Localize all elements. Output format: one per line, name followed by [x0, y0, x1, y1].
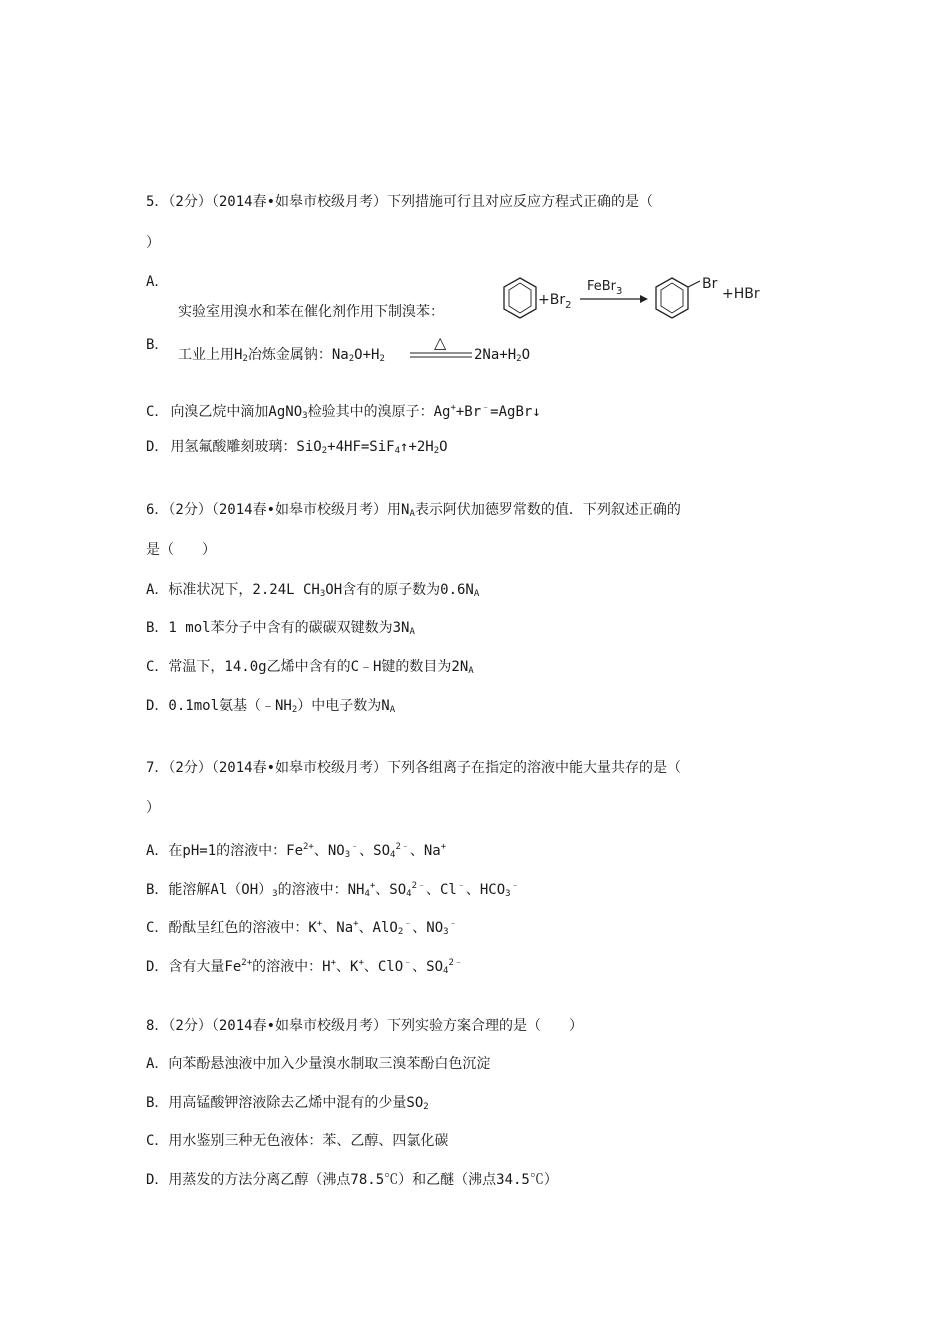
q6-option-a: A．标准状况下，2.24L $CH_3OH$含有的原子数为$0.6N_A$: [146, 582, 480, 599]
q5-a-br: Br: [702, 276, 718, 292]
q7-option-b: B．能溶解$Al(OH)_3$的溶液中：$NH_4^+$、$SO_4^{2﹣}$、Cl﹣、$HCO_3^﹣$: [146, 881, 520, 899]
q8-option-a: A．向苯酚悬浊液中加入少量溴水制取三溴苯酚白色沉淀: [146, 1056, 491, 1072]
q5-stem-line1: 5．（2分）（2014春•如皋市校级月考）下列措施可行且对应反应方程式正确的是（: [146, 194, 653, 210]
q5-option-a-equation: [490, 268, 790, 328]
q5-option-a-label: A．: [146, 274, 169, 290]
q5-a-hbr: +HBr: [722, 286, 760, 302]
svg-text:△: △: [434, 333, 447, 352]
q5-option-b-label: B．: [146, 337, 169, 353]
q5-a-br2-sub: 2: [565, 300, 572, 311]
q8-stem: 8．（2分）（2014春•如皋市校级月考）下列实验方案合理的是（ ）: [146, 1018, 583, 1034]
q5-option-b-text: 工业上用$H_2$冶炼金属钠：$Na_2O+H_2$: [178, 347, 385, 364]
q8-option-b: B．用高锰酸钾溶液除去乙烯中混有的少量$SO_2$: [146, 1095, 429, 1112]
q5-a-br2: +Br: [538, 292, 566, 308]
q7-option-d: D．含有大量$Fe^{2+}$的溶液中：H+、K+、ClO﹣、$SO_4^{2﹣}$: [146, 958, 463, 976]
q7-stem-line2: ）: [146, 800, 160, 816]
q8-option-c: C．用水鉴别三种无色液体：苯、乙醇、四氯化碳: [146, 1133, 449, 1149]
q8-option-d: D．用蒸发的方法分离乙醇（沸点78.5℃）和乙醚（沸点34.5℃）: [146, 1172, 558, 1188]
q5-option-a-text: 实验室用溴水和苯在催化剂作用下制溴苯：: [178, 304, 444, 320]
q7-option-c: C．酚酞呈红色的溶液中：K+、Na+、AlO$_2$﹣、$NO_3^﹣$: [146, 919, 458, 937]
svg-text:FeBr3: [587, 279, 622, 297]
q7-option-a: A．在pH=1的溶液中：$Fe^{2+}$、$NO_3^﹣$、$SO_4^{2﹣}$、Na+: [146, 842, 447, 860]
q5-option-b-condition: [410, 330, 474, 364]
q5-a-catalyst: FeBr: [587, 279, 617, 294]
q6-option-d: D．0.1mol氨基$(﹣NH_2)$中电子数为$N_A$: [146, 698, 396, 715]
q6-stem-line1: 6．（2分）（2014春•如皋市校级月考）用$N_A$表示阿伏加德罗常数的值．下列叙述正确的: [146, 502, 681, 519]
q5-option-c: C． 向溴乙烷中滴加AgNO$_3$检验其中的溴原子：Ag++Br﹣=AgBr↓: [146, 403, 541, 421]
svg-text:+Br2: [538, 292, 571, 311]
q6-option-c: C．常温下，14.0g乙烯中含有的C﹣H键的数目为$2N_A$: [146, 659, 474, 676]
q5-option-b-products: $2Na+H_2O$: [474, 347, 531, 364]
q5-a-catalyst-sub: 3: [616, 286, 623, 297]
q5-stem-line2: ）: [146, 235, 160, 251]
q6-stem-line2: 是（ ）: [146, 542, 216, 558]
q5-option-d: D． 用氢氟酸雕刻玻璃：$SiO_2+4HF=SiF_4↑+2H_2O$: [146, 439, 448, 456]
q6-option-b: B．1 mol苯分子中含有的碳碳双键数为$3N_A$: [146, 620, 415, 637]
q7-stem-line1: 7．（2分）（2014春•如皋市校级月考）下列各组离子在指定的溶液中能大量共存的是（: [146, 760, 681, 776]
